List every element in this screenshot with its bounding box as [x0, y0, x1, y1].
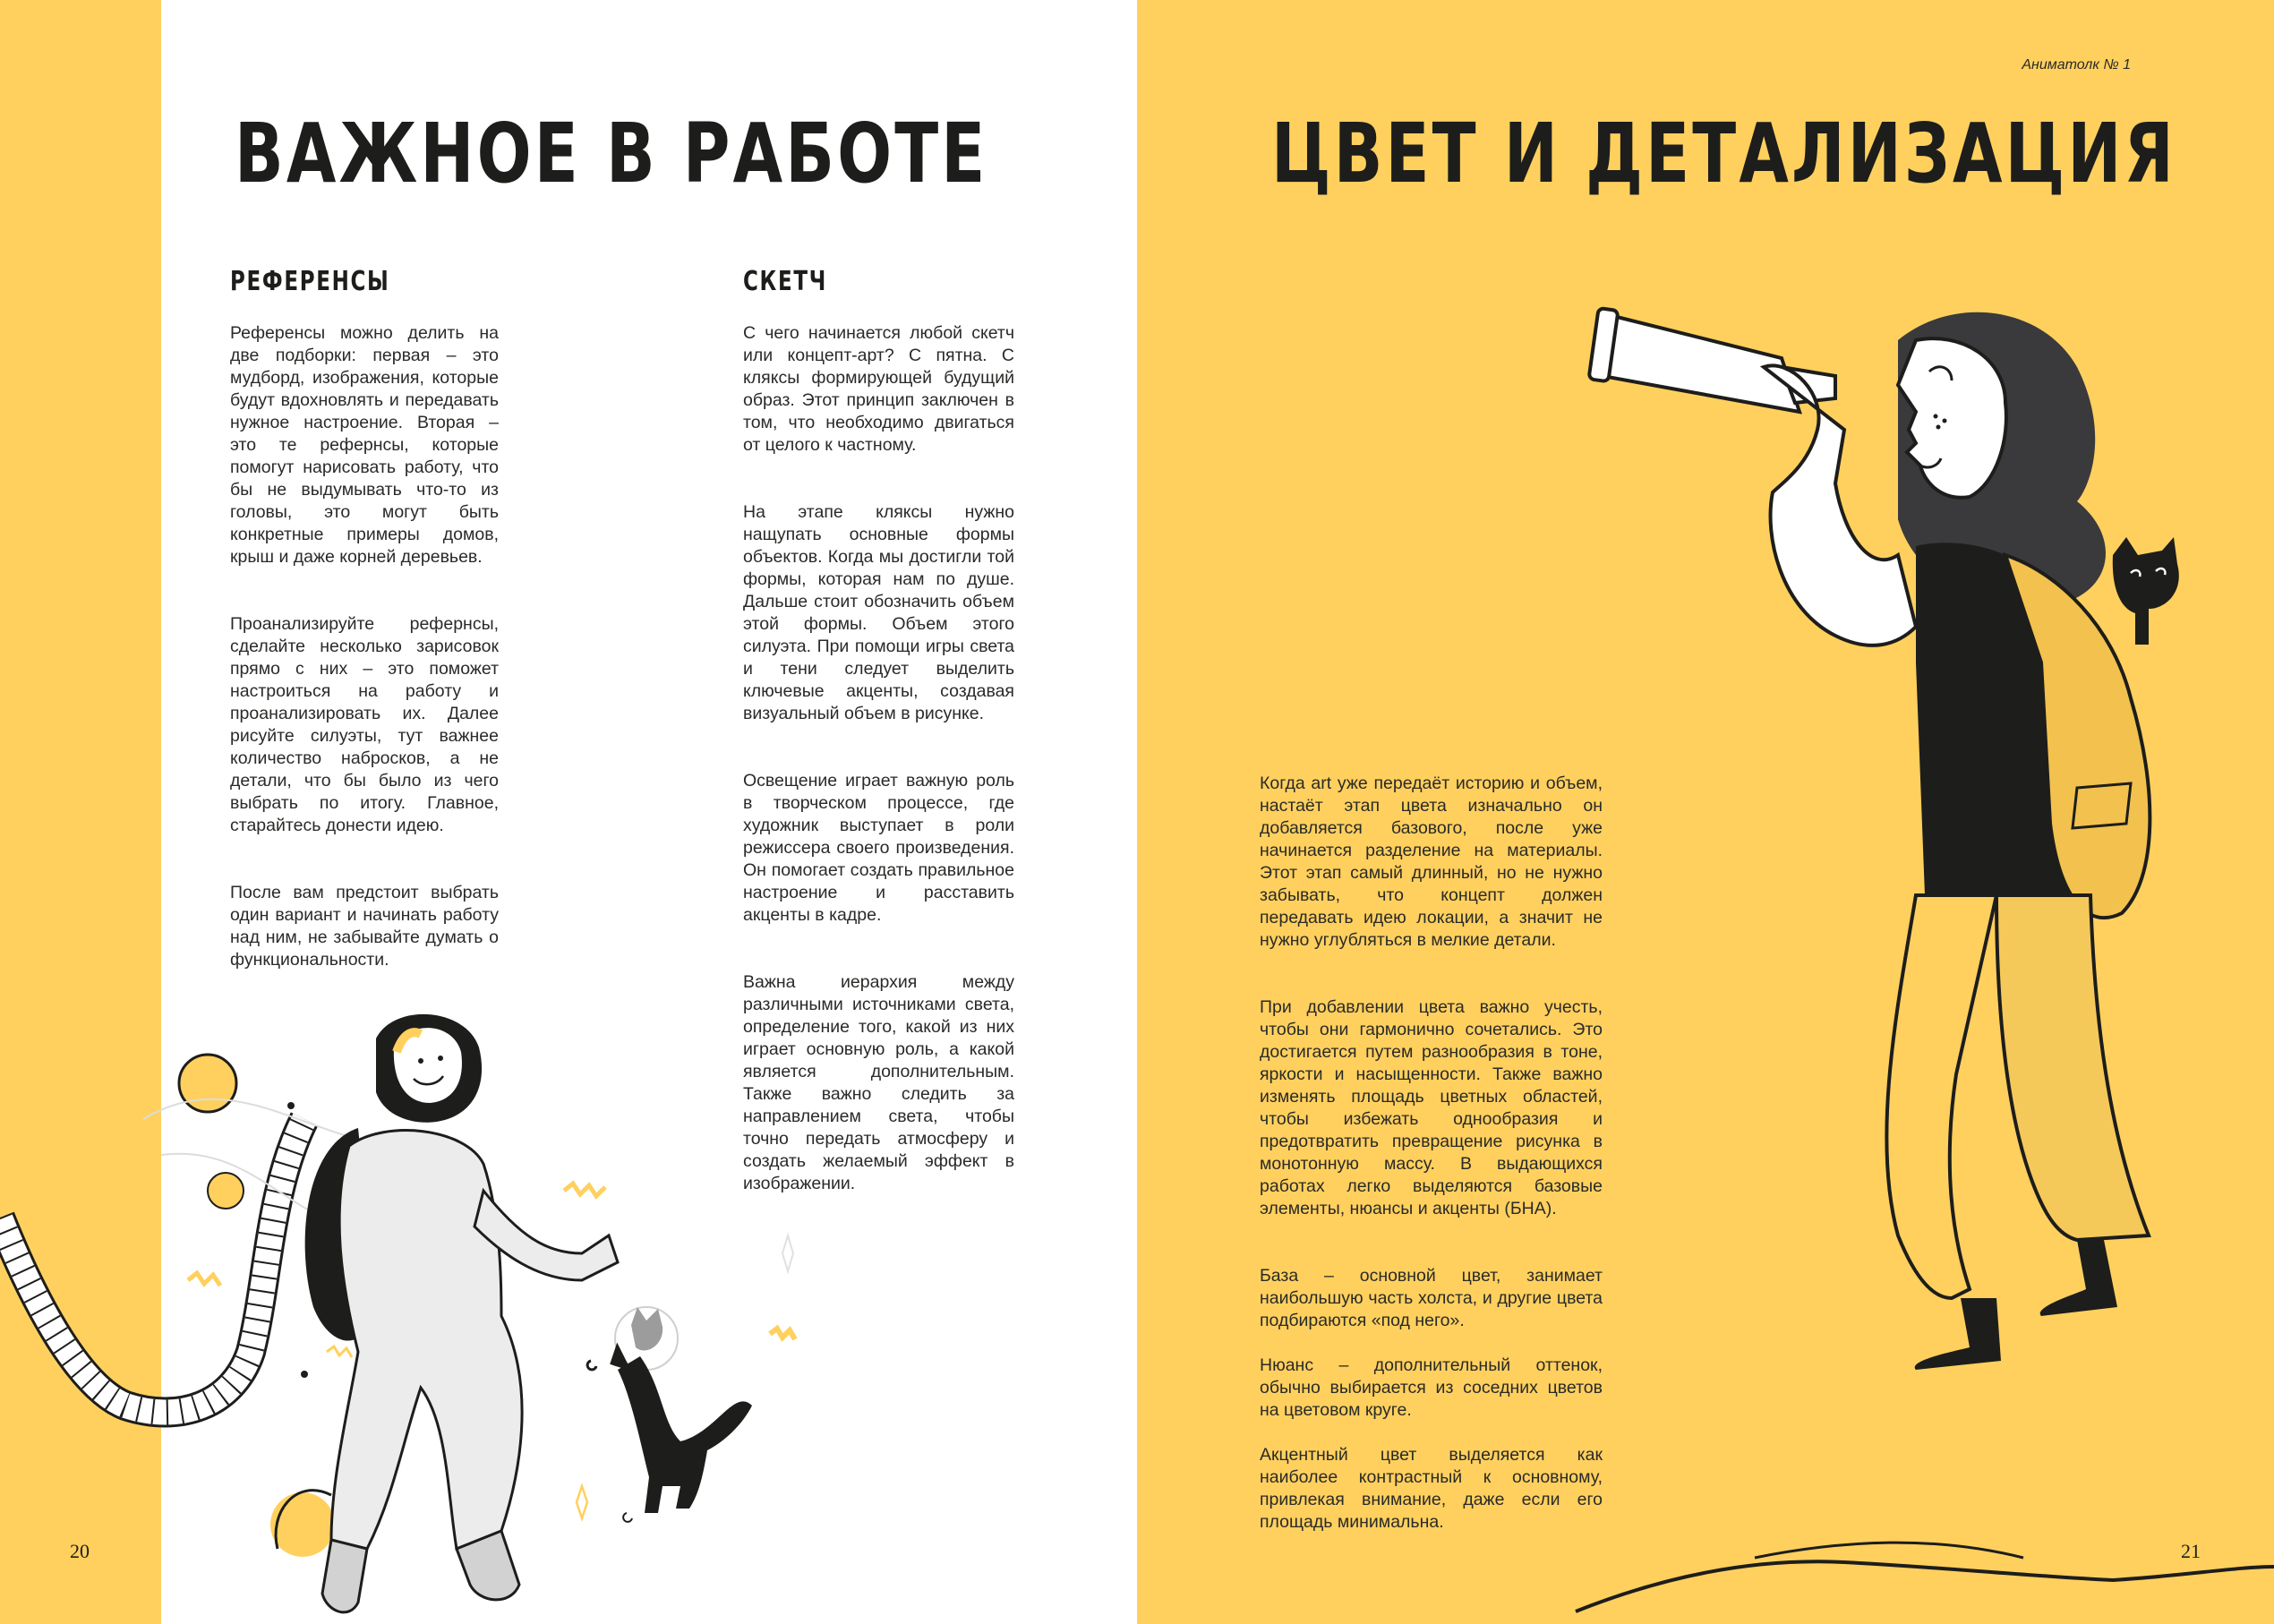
paragraph: Проанализируйте рефернсы, сделайте несколько зарисовок прямо с них – это поможет настроиться на работу и проанализировать их. Далее рисуйте силуэты, тут важнее количество набросков, а не детали, что бы было из чего выбрать по итогу. Главное, старайтесь донести идею. — [230, 614, 499, 835]
girl-telescope-illustration — [1576, 286, 2274, 1624]
paragraph: Нюанс – дополнительный оттенок, обычно выбирается из соседних цветов на цветовом круге. — [1260, 1355, 1603, 1420]
paragraph: Когда art уже передаёт историю и объем, настаёт этап цвета изначально он добавляется базового, после уже начинается разделение на материалы. Этот этап самый длинный, но не нужно забывать, что концепт должен передавать идею локации, а значит не нужно углубляться в мелкие детали. — [1260, 774, 1603, 950]
left-page-number: 20 — [70, 1540, 90, 1562]
left-page-title: ВАЖНОЕ В РАБОТЕ — [235, 106, 988, 201]
paragraph: Важна иерархия между различными источниками света, определение того, какой из них играет основную роль, а какой является дополнительным. Также важно следить за направлением света, чтобы точно передать атмосферу и создать желаемый эффект в изображении. — [743, 972, 1014, 1193]
paragraph: База – основной цвет, занимает наибольшую часть холста, и другие цвета подбираются «под него». — [1260, 1266, 1603, 1330]
color-text-column — [1260, 773, 1603, 1556]
paragraph: Референсы можно делить на две подборки: первая – это мудборд, изображения, которые будут вдохновлять и передавать нужное настроение. Вторая – это те рефернсы, которые помогут нарисовать работу, что бы не выдумывать что-то из головы, это могут быть конкретные примеры домов, крыш и даже корней деревьев. — [230, 323, 499, 567]
references-column — [230, 322, 499, 994]
paragraph: Освещение играет важную роль в творческом процессе, где художник выступает в роли режиссера своего произведения. Он помогает создать правильное настроение и расставить акценты в кадре. — [743, 771, 1014, 925]
running-head: Аниматолк № 1 — [2022, 57, 2131, 73]
paragraph: С чего начинается любой скетч или концепт-арт? С пятна. С кляксы формирующей будущий образ. Этот принцип заключен в том, что необходимо двигаться от целого к частному. — [743, 323, 1014, 455]
astronaut-illustration — [0, 1012, 859, 1624]
paragraph: Акцентный цвет выделяется как наиболее контрастный к основному, привлекая внимание, даже если его площадь минимальна. — [1260, 1445, 1603, 1532]
right-page-title: ЦВЕТ И ДЕТАЛИЗАЦИЯ — [1271, 106, 2176, 201]
right-page-number: 21 — [2181, 1540, 2201, 1562]
sketch-heading: СКЕТЧ — [743, 266, 827, 297]
references-heading: РЕФЕРЕНСЫ — [230, 266, 390, 297]
paragraph: При добавлении цвета важно учесть, чтобы они гармонично сочетались. Это достигается путем разнообразия в тоне, яркости и насыщенности. Также важно изменять площадь цветных областей, чтобы избежать однообразия и предотвратить превращение рисунка в монотонную массу. В выдающихся работах легко выделяются базовые элементы, нюансы и акценты (БНА). — [1260, 997, 1603, 1218]
paragraph: На этапе кляксы нужно нащупать основные формы объектов. Когда мы достигли той формы, которая нам по душе. Дальше стоит обозначить объем этой формы. Объем этого силуэта. При помощи игры света и тени следует выделить ключевые акценты, создавая визуальный объем в рисунке. — [743, 502, 1014, 723]
paragraph: После вам предстоит выбрать один вариант и начинать работу над ним, не забывайте думать о функциональности. — [230, 883, 499, 970]
